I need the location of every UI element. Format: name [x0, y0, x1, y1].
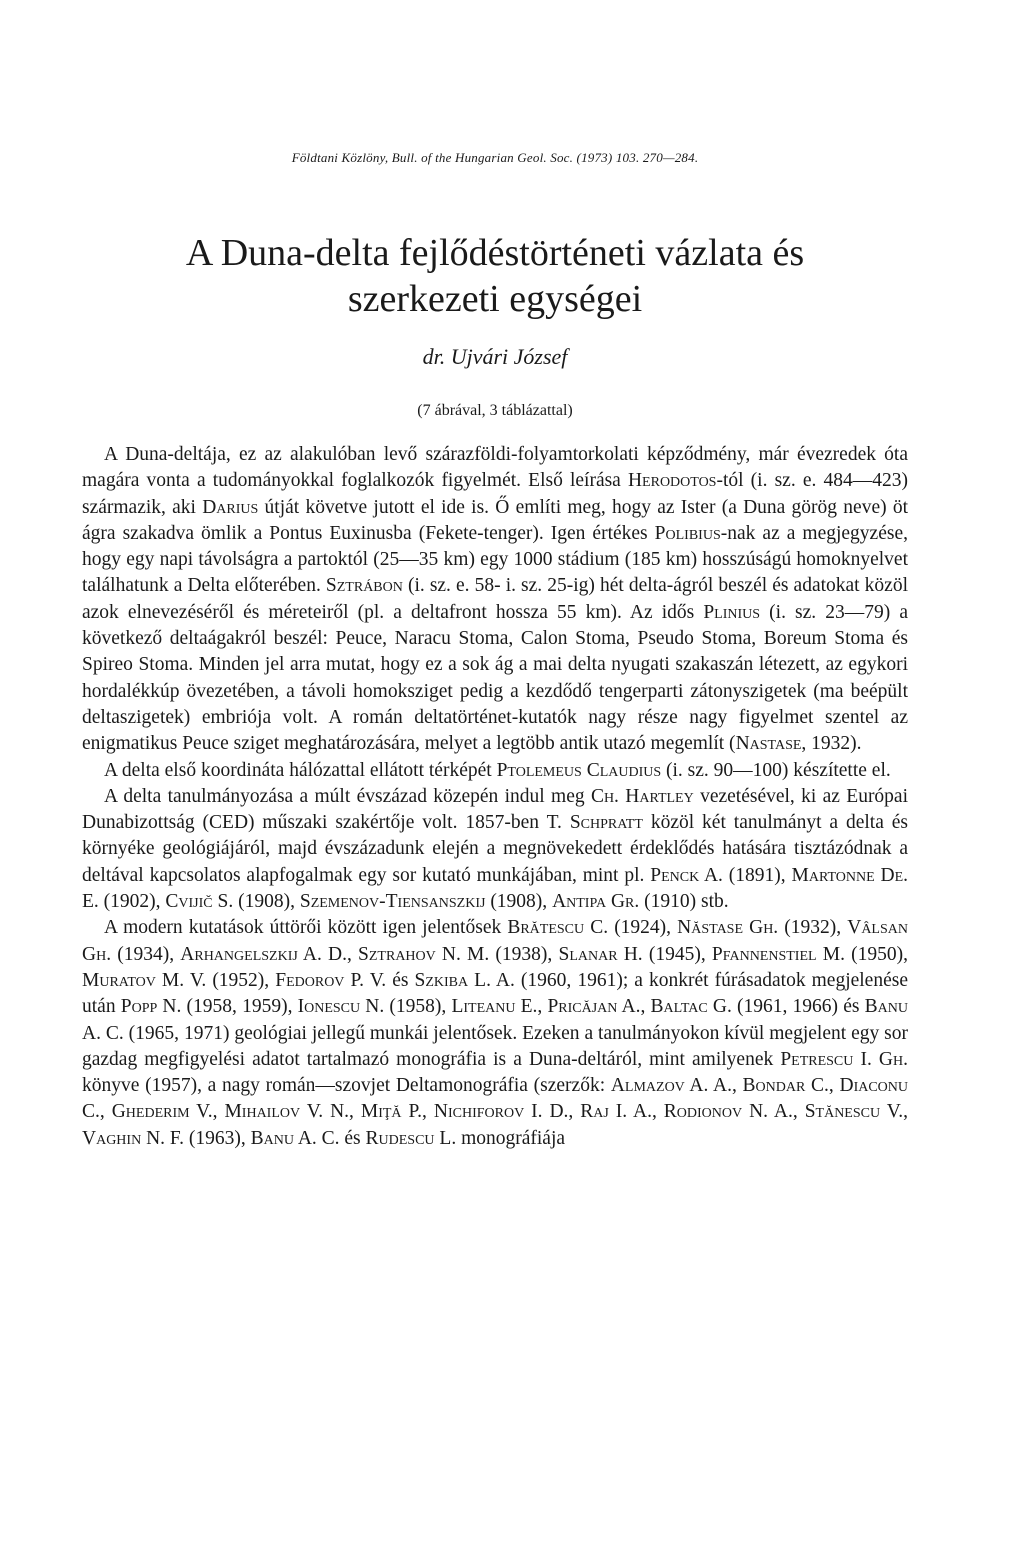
author-name: Vaghin — [82, 1127, 142, 1149]
author-name: Polibius — [654, 522, 721, 544]
author-name: Baltac — [650, 996, 708, 1018]
paragraph: A delta első koordináta hálózattal ellátott térképét Ptolemeus Claudius (i. sz. 90—100) készítette el. — [104, 759, 891, 781]
author-name: Liteanu — [451, 996, 516, 1018]
figure-table-note: (7 ábrával, 3 táblázattal) — [417, 402, 573, 419]
author-name: Penck — [650, 864, 700, 886]
author-name: Almazov — [610, 1075, 685, 1097]
author-name: Martonne De. — [791, 864, 908, 886]
author-name: Vâlsan Gh. — [82, 917, 908, 965]
author-name: Nastase — [735, 733, 802, 755]
paragraph: A modern kutatások úttörői között igen jelentősek Brătescu C. (1924), Năstase Gh. (1932), Vâlsan Gh. (1934), Arhangelszkij A. D., Sztrahov N. M. (1938), Slanar H. (1945), Pfannenstiel M. (1950), Muratov M. V. (1952), Fedorov P. V. és Szkiba L. A. (1960, 1961); a konkrét fúrásadatok megjelenése után Popp N. (1958, 1959), Ionescu N. (1958), Liteanu E., Pricăjan A., Baltac G. (1961, 1966) és Banu A. C. (1965, 1971) geológiai jellegű munkái jelentősek. Ezeken a tanulmányokon kívül megjelent egy sor gazdag megfigyelési adatot tartalmazó monográfia is a Duna-deltáról, mint amilyenek Petrescu I. Gh. könyve (1957), a nagy román—szovjet Deltamonográfia (szerzők: Almazov A. A., Bondar C., Diaconu C., Ghederim V., Mihailov V. N., Miţă P., Nichiforov I. D., Raj I. A., Rodionov N. A., Stănescu V., Vaghin N. F. (1963), Banu A. C. és Rudescu L. monográfiája — [82, 917, 909, 1149]
author-name: Rudescu — [365, 1127, 435, 1149]
paragraph: A Duna-deltája, ez az alakulóban levő szárazföldi-folyamtorkolati képződmény, már évezredek óta magára vonta a tudományokkal foglalkozók figyelmét. Első leírása Herodotos-tól (i. sz. e. 484—423) származik, aki Darius útját követve jutott el ide is. Ő említi meg, hogy az Ister (a Duna görög neve) öt ágra szakadva ömlik a Pontus Euxinusba (Fekete-tenger). Igen értékes Polibius-nak az a megjegyzése, hogy egy napi távolságra a partoktól (25—35 km) egy 1000 stádium (185 km) hosszúságú homoknyelvet találhatunk a Delta előterében. Sztrábon (i. sz. e. 58- i. sz. 25-ig) hét delta-ágról beszél és adatokat közöl azok elnevezéséről és méreteiről (pl. a deltafront hossza 55 km). Az idős Plinius (i. sz. 23—79) a következő deltaágakról beszél: Peuce, Naracu Stoma, Calon Stoma, Pseudo Stoma, Boreum Stoma és Spireo Stoma. Minden jel arra mutat, hogy ez a sok ág a mai delta nyugati szakaszán létezett, az egykori hordalékkúp övezetében, a távoli homoksziget pedig a kezdődő tengerparti zátonyszigetek (ma beépült deltaszigetek) embriója volt. A román deltatörténet-kutatók nagy része nagy figyelmet szentel az enigmatikus Peuce sziget meghatározására, melyet a legtöbb antik utazó megemlít (Nastase, 1932). — [82, 444, 908, 755]
author-name: Brătescu — [507, 917, 585, 939]
author-name: Arhangelszkij — [180, 943, 298, 965]
article-title — [82, 230, 908, 322]
author-name: Miţă — [360, 1101, 402, 1123]
author-name: Raj — [580, 1101, 609, 1123]
author-name: Pricăjan — [547, 996, 618, 1018]
author-name: Nichiforov — [433, 1101, 525, 1123]
author-name: Rodionov — [663, 1101, 743, 1123]
author-name: Ghederim — [111, 1101, 190, 1123]
author-name: Bondar — [742, 1075, 806, 1097]
author-name: Diaconu — [839, 1075, 909, 1097]
author-name: Antipa Gr. — [552, 891, 640, 913]
author-name: Petrescu — [780, 1048, 854, 1070]
author-name: Năstase Gh. — [677, 917, 779, 939]
author-name: Herodotos — [627, 470, 717, 492]
author-name: Muratov — [82, 969, 156, 991]
author-name: Szemenov-Tiensanszkij — [299, 891, 486, 913]
author-name: Cvijič — [165, 891, 213, 913]
title-line-1: A Duna-delta fejlődéstörténeti vázlata és — [185, 232, 805, 274]
author-name: Sztrábon — [325, 575, 403, 597]
paragraph: A delta tanulmányozása a múlt évszázad közepén indul meg Ch. Hartley vezetésével, ki az Európai Dunabizottság (CED) műszaki szakértője volt. 1857-ben T. Schpratt közöl két tanulmányt a delta és környéke geológiájáról, majd évszázadunk elején a megnövekedett érdeklődés hatására tisztázódnak a deltával kapcsolatos alapfogalmak egy sor kutató munkájában, mint pl. Penck A. (1891), Martonne De. E. (1902), Cvijič S. (1908), Szemenov-Tiensanszkij (1908), Antipa Gr. (1910) stb. — [82, 785, 909, 913]
author-name: Mihailov — [224, 1101, 301, 1123]
author-name: Slanar — [558, 943, 618, 965]
author-name: Ch. Hartley — [590, 785, 694, 807]
author-name: Ptolemeus Claudius — [496, 759, 662, 781]
author: dr. Ujvári József — [422, 344, 568, 369]
author-name: Banu — [250, 1127, 295, 1149]
author-name: Banu — [864, 996, 908, 1018]
author-name: Gh. — [878, 1048, 908, 1070]
author-name: Szkiba — [414, 969, 469, 991]
author-name: Darius — [202, 496, 259, 518]
title-line-2: szerkezeti egységei — [347, 278, 643, 320]
author-name: Schpratt — [569, 812, 643, 834]
author-name: Sztrahov — [358, 943, 436, 965]
author-name: Plinius — [703, 601, 761, 623]
author-name: Stănescu — [804, 1101, 881, 1123]
author-name: Fedorov — [275, 969, 345, 991]
author-name: Popp — [120, 996, 158, 1018]
article-body — [82, 442, 908, 1152]
running-head: Földtani Közlöny, Bull. of the Hungarian Geol. Soc. (1973) 103. 270—284. — [291, 150, 699, 165]
author-name: Ionescu — [297, 996, 361, 1018]
page — [82, 150, 908, 1152]
author-name: Pfannenstiel — [711, 943, 817, 965]
